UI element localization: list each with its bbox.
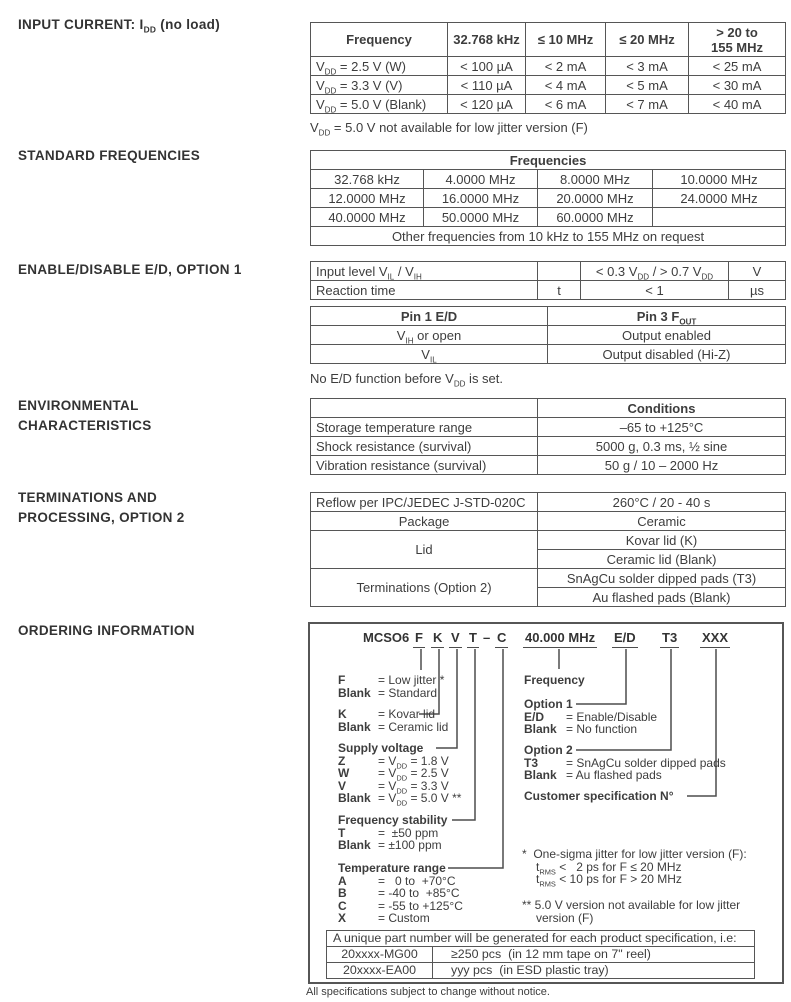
part-number-option2: T3 xyxy=(660,630,679,648)
legend-value: = Au flashed pads xyxy=(566,768,662,782)
table-row xyxy=(311,326,786,345)
table-cell: < 5 mA xyxy=(606,76,689,95)
jitter-footnote xyxy=(522,847,747,889)
legend-key: W xyxy=(338,766,350,780)
table-cell: 32.768 kHz xyxy=(311,170,424,189)
table-row xyxy=(327,963,755,979)
table-cell: Kovar lid (K) xyxy=(538,531,786,550)
part-number-dash: – xyxy=(483,630,491,645)
page-footer-note: All specifications subject to change without notice. xyxy=(306,986,550,998)
table-cell: < 25 mA xyxy=(689,57,786,76)
table-cell: $V_{DD} = 5.0$ V (Blank) xyxy=(311,95,448,114)
table-cell: < 2 mA xyxy=(526,57,606,76)
table-cell xyxy=(538,262,581,281)
table-cell: 20xxxx-EA00 xyxy=(327,963,433,979)
legend-key: Blank xyxy=(338,838,371,852)
legend-frequency-stability xyxy=(338,814,447,852)
table-header-cell: 32.768 kHz xyxy=(448,23,526,57)
legend-value: = Standard xyxy=(378,685,438,700)
part-number-table xyxy=(326,930,755,979)
table-row xyxy=(311,345,786,364)
table-cell: Package xyxy=(311,512,538,531)
legend-title: Temperature range xyxy=(338,861,446,875)
table-cell: 16.0000 MHz xyxy=(424,189,538,208)
legend-value: = -40 to +85°C xyxy=(378,886,460,900)
table-row xyxy=(311,307,786,326)
legend-key: F xyxy=(338,673,346,687)
legend-title: Frequency xyxy=(524,673,585,687)
table-header-cell: Conditions xyxy=(538,399,786,418)
enable-disable-table xyxy=(310,261,786,300)
table-row xyxy=(311,76,786,95)
table-cell: 5000 g, 0.3 ms, ½ sine xyxy=(538,437,786,456)
enable-disable-note: No E/D function before $V_{DD}$ is set. xyxy=(310,371,504,389)
table-cell: 12.0000 MHz xyxy=(311,189,424,208)
table-cell: < 7 mA xyxy=(606,95,689,114)
part-number-frequency: 40.000 MHz xyxy=(523,630,597,648)
table-header-cell: Frequencies xyxy=(311,151,786,170)
part-number-code-jitter: F xyxy=(413,630,425,648)
legend-lid xyxy=(338,708,448,733)
part-number-code-lid: K xyxy=(431,630,444,648)
table-cell: < 40 mA xyxy=(689,95,786,114)
table-cell: < 6 mA xyxy=(526,95,606,114)
table-cell: µs xyxy=(729,281,786,300)
table-cell: Lid xyxy=(311,531,538,569)
table-cell: 20xxxx-MG00 xyxy=(327,947,433,963)
table-row xyxy=(311,95,786,114)
table-row xyxy=(311,151,786,170)
table-row xyxy=(311,531,786,550)
table-row xyxy=(311,281,786,300)
table-cell: < 3 mA xyxy=(606,57,689,76)
table-cell: < 30 mA xyxy=(689,76,786,95)
table-cell: Output disabled (Hi-Z) xyxy=(548,345,786,364)
part-number-code-stability: T xyxy=(467,630,479,648)
table-header-cell: Pin 3 $F_{OUT}$ xyxy=(548,307,786,326)
table-cell: Input level $V_{IL} / V_{IH}$ xyxy=(311,262,538,281)
part-number-code-voltage: V xyxy=(449,630,462,648)
table-cell: Other frequencies from 10 kHz to 155 MHz on request xyxy=(311,227,786,246)
table-cell: 260°C / 20 - 40 s xyxy=(538,493,786,512)
table-row xyxy=(311,189,786,208)
legend-key: T xyxy=(338,825,346,840)
part-number-option1: E/D xyxy=(612,630,638,648)
part-number-prefix: MCSO6 xyxy=(363,630,410,645)
legend-value: = ±100 ppm xyxy=(378,838,442,852)
table-cell xyxy=(653,208,786,227)
table-row xyxy=(311,512,786,531)
table-cell: < 0.3 $V_{DD}$ / > 0.7 $V_{DD}$ xyxy=(581,262,729,281)
legend-value: = ±50 ppm xyxy=(378,825,439,840)
input-current-table xyxy=(310,22,786,114)
table-cell: ≥250 pcs (in 12 mm tape on 7" reel) xyxy=(433,947,755,963)
table-row xyxy=(311,208,786,227)
table-cell: < 100 µA xyxy=(448,57,526,76)
legend-value: = $V_{DD} = 5.0$ V ** xyxy=(378,791,462,808)
footnote-line: $t_{RMS} < 2$ ps for F ≤ 20 MHz xyxy=(536,859,682,876)
table-row xyxy=(311,227,786,246)
table-cell: 50.0000 MHz xyxy=(424,208,538,227)
legend-jitter xyxy=(338,674,444,699)
table-cell: 8.0000 MHz xyxy=(538,170,653,189)
legend-value: = $V_{DD} = 2.5$ V xyxy=(378,766,449,783)
table-row xyxy=(311,23,786,57)
table-cell: Terminations (Option 2) xyxy=(311,569,538,607)
table-cell: 20.0000 MHz xyxy=(538,189,653,208)
legend-key: Blank xyxy=(338,685,371,700)
legend-option1 xyxy=(524,698,657,736)
legend-value: = Ceramic lid xyxy=(378,719,449,734)
table-cell: –65 to +125°C xyxy=(538,418,786,437)
table-cell: < 110 µA xyxy=(448,76,526,95)
table-header-cell: > 20 to 155 MHz xyxy=(689,23,786,57)
table-cell: $V_{IH}$ or open xyxy=(311,326,548,345)
table-cell: 10.0000 MHz xyxy=(653,170,786,189)
table-cell: < 4 mA xyxy=(526,76,606,95)
legend-value: = Low jitter * xyxy=(378,673,445,687)
terminations-table xyxy=(310,492,786,607)
section-label-terminations: TERMINATIONS AND PROCESSING, OPTION 2 xyxy=(18,490,185,525)
table-header-cell: ≤ 10 MHz xyxy=(526,23,606,57)
legend-key: X xyxy=(338,911,347,925)
input-current-note: $V_{DD} = 5.0$ V not available for low jitter version (F) xyxy=(310,120,588,138)
table-cell: Output enabled xyxy=(548,326,786,345)
table-row xyxy=(311,399,786,418)
table-cell: $V_{DD} = 2.5$ V (W) xyxy=(311,57,448,76)
section-label-standard-frequencies: STANDARD FREQUENCIES xyxy=(18,148,201,163)
table-row xyxy=(311,418,786,437)
section-label-ordering: ORDERING INFORMATION xyxy=(18,623,195,638)
legend-key: E/D xyxy=(524,709,545,724)
table-cell: Reflow per IPC/JEDEC J-STD-020C xyxy=(311,493,538,512)
table-header-cell: A unique part number will be generated for each product specification, i.e: xyxy=(327,931,755,947)
table-row xyxy=(311,569,786,588)
legend-key: C xyxy=(338,898,347,913)
table-header-cell: Frequency xyxy=(311,23,448,57)
table-cell: 40.0000 MHz xyxy=(311,208,424,227)
table-row xyxy=(311,262,786,281)
legend-customer-specification xyxy=(524,790,674,803)
legend-title: Frequency stability xyxy=(338,813,448,827)
table-cell: 4.0000 MHz xyxy=(424,170,538,189)
part-number-customer-spec: XXX xyxy=(700,630,730,648)
legend-title: Customer specification N° xyxy=(524,789,674,803)
legend-key: Z xyxy=(338,753,346,768)
footnote-line: version (F) xyxy=(536,910,594,925)
legend-value: = $V_{DD} = 3.3$ V xyxy=(378,778,449,795)
table-cell: Reaction time xyxy=(311,281,538,300)
legend-temperature-range xyxy=(338,862,463,925)
legend-value: = Custom xyxy=(378,911,430,925)
part-number-code-temperature: C xyxy=(495,630,508,648)
legend-key: Blank xyxy=(338,719,371,734)
legend-title: Option 1 xyxy=(524,697,573,711)
table-cell: < 1 xyxy=(581,281,729,300)
footnote-line: * One-sigma jitter for low jitter version (F): xyxy=(522,847,747,861)
legend-value: = $V_{DD} = 1.8$ V xyxy=(378,753,449,770)
pin-function-table xyxy=(310,306,786,364)
legend-value: = No function xyxy=(566,722,638,736)
footnote-line: $t_{RMS} < 10$ ps for F > 20 MHz xyxy=(536,872,682,889)
legend-option2 xyxy=(524,744,726,782)
table-cell: $V_{IL}$ xyxy=(311,345,548,364)
voltage-footnote xyxy=(522,899,740,924)
legend-value: = 0 to +70°C xyxy=(378,873,456,888)
table-header-cell: Pin 1 E/D xyxy=(311,307,548,326)
table-row xyxy=(311,493,786,512)
legend-value: = SnAgCu solder dipped pads xyxy=(566,755,726,770)
legend-value: = Kovar lid xyxy=(378,707,436,721)
legend-value: = -55 to +125°C xyxy=(378,898,463,913)
table-cell: Ceramic xyxy=(538,512,786,531)
table-cell: SnAgCu solder dipped pads (T3) xyxy=(538,569,786,588)
table-cell: 60.0000 MHz xyxy=(538,208,653,227)
table-row xyxy=(311,170,786,189)
section-label-input-current: INPUT CURRENT: $I_{DD}$ (no load) xyxy=(18,17,220,35)
table-row xyxy=(327,931,755,947)
table-cell: 24.0000 MHz xyxy=(653,189,786,208)
ordering-diagram xyxy=(308,622,784,984)
environmental-table xyxy=(310,398,786,475)
legend-key: V xyxy=(338,778,347,793)
table-row xyxy=(327,947,755,963)
table-cell xyxy=(311,399,538,418)
table-cell: $V_{DD} = 3.3$ V (V) xyxy=(311,76,448,95)
table-cell: Vibration resistance (survival) xyxy=(311,456,538,475)
legend-key: A xyxy=(338,873,347,888)
table-cell: Ceramic lid (Blank) xyxy=(538,550,786,569)
legend-title: Option 2 xyxy=(524,743,573,757)
section-label-environmental: ENVIRONMENTAL CHARACTERISTICS xyxy=(18,398,152,433)
table-cell: t xyxy=(538,281,581,300)
legend-key: Blank xyxy=(338,791,371,805)
table-cell: 50 g / 10 – 2000 Hz xyxy=(538,456,786,475)
legend-key: K xyxy=(338,707,347,721)
table-cell: Storage temperature range xyxy=(311,418,538,437)
legend-supply-voltage xyxy=(338,741,462,808)
legend-key: B xyxy=(338,886,347,900)
legend-key: Blank xyxy=(524,768,557,782)
table-row xyxy=(311,456,786,475)
table-header-cell: ≤ 20 MHz xyxy=(606,23,689,57)
table-row xyxy=(311,437,786,456)
legend-frequency xyxy=(524,674,585,687)
section-label-enable-disable: ENABLE/DISABLE E/D, OPTION 1 xyxy=(18,262,242,277)
table-cell: < 120 µA xyxy=(448,95,526,114)
footnote-line: ** 5.0 V version not available for low jitter xyxy=(522,898,741,912)
table-cell: Au flashed pads (Blank) xyxy=(538,588,786,607)
legend-key: T3 xyxy=(524,755,539,770)
table-row xyxy=(311,57,786,76)
table-cell: V xyxy=(729,262,786,281)
legend-value: = Enable/Disable xyxy=(566,709,658,724)
legend-key: Blank xyxy=(524,722,557,736)
standard-frequencies-table xyxy=(310,150,786,246)
table-cell: Shock resistance (survival) xyxy=(311,437,538,456)
table-cell: yyy pcs (in ESD plastic tray) xyxy=(433,963,755,979)
legend-title: Supply voltage xyxy=(338,741,424,755)
